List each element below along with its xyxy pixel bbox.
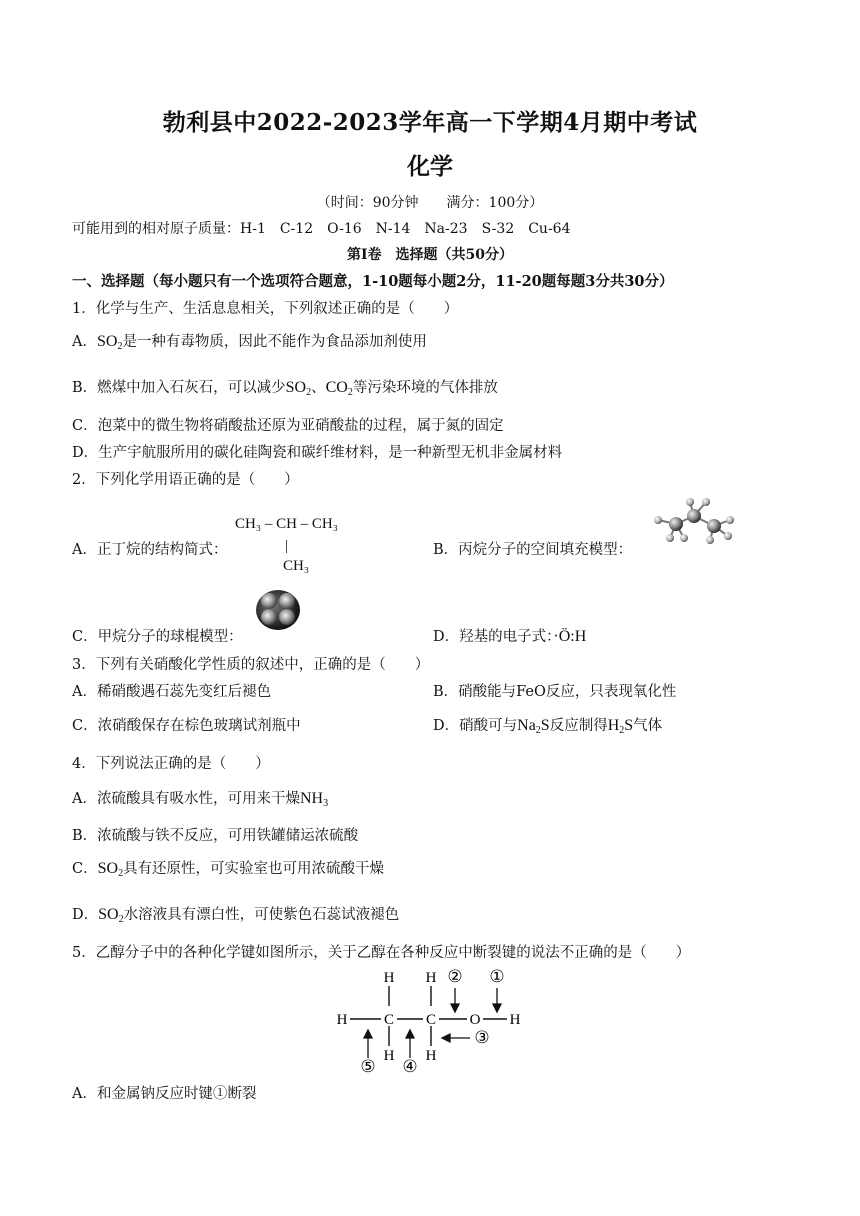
atom-h-right: H [509, 1012, 521, 1028]
atom-h-bottom1: H [383, 1048, 395, 1064]
q3-option-b: B．硝酸能与FeO反应，只表现氧化性 [433, 684, 677, 700]
atom-c2: C [425, 1012, 437, 1028]
time-info: （时间：90分钟 满分：100分） [316, 195, 544, 211]
butane-structure-top: CH₃ – CH – CH₃ [235, 516, 338, 532]
atom-c1: C [383, 1012, 395, 1028]
ethanol-bond-diagram [330, 962, 530, 1076]
atom-h-top1: H [383, 970, 395, 986]
methane-model-image [252, 588, 304, 632]
q5-option-a: A．和金属钠反应时键①断裂 [72, 1086, 257, 1102]
atom-h-bottom2: H [425, 1048, 437, 1064]
butane-structure-bar: | [285, 538, 289, 554]
q4-stem: 4．下列说法正确的是（ ） [72, 756, 270, 772]
q2-stem: 2．下列化学用语正确的是（ ） [72, 472, 299, 488]
q3-option-d: D．硝酸可与$Na_2S$反应制得$H_2S$气体 [433, 717, 663, 736]
q5-stem: 5．乙醇分子中的各种化学键如图所示，关于乙醇在各种反应中断裂键的说法不正确的是（ ） [72, 945, 691, 961]
exam-title: 勃利县中2022-2023学年高一下学期4月期中考试 [162, 109, 698, 136]
atom-h-top2: H [425, 970, 437, 986]
q2-option-a: A．正丁烷的结构简式： [72, 542, 228, 558]
q2-option-c: C．甲烷分子的球棍模型： [72, 629, 243, 645]
section-heading: 一、选择题（每小题只有一个选项符合题意，1-10题每小题2分，11-20题每题3分共30分） [72, 273, 674, 290]
q4-option-b: B．浓硫酸与铁不反应，可用铁罐储运浓硫酸 [72, 828, 359, 844]
part-heading: 第Ⅰ卷 选择题（共50分） [346, 247, 514, 263]
bond-label-3: ③ [474, 1028, 490, 1047]
q2-option-d: D．羟基的电子式：·Ö:H [433, 628, 587, 645]
q3-stem: 3．下列有关硝酸化学性质的叙述中，正确的是（ ） [72, 657, 430, 673]
q1-option-a: A．$SO_2$是一种有毒物质，因此不能作为食品添加剂使用 [72, 333, 427, 352]
bond-label-1: ① [489, 967, 505, 986]
q2-option-b: B．丙烷分子的空间填充模型： [433, 542, 633, 558]
atomic-masses: 可能用到的相对原子质量：H-1 C-12 O-16 N-14 Na-23 S-32 Cu-64 [72, 221, 571, 237]
bond-label-5: ⑤ [360, 1057, 376, 1076]
q1-stem: 1．化学与生产、生活息息相关，下列叙述正确的是（ ） [72, 301, 459, 317]
bond-label-2: ② [447, 967, 463, 986]
q4-option-a: A．浓硫酸具有吸水性，可用来干燥$NH_3$ [72, 790, 329, 809]
bond-label-4: ④ [402, 1057, 418, 1076]
q3-option-a: A．稀硝酸遇石蕊先变红后褪色 [72, 684, 271, 700]
atom-o: O [469, 1012, 481, 1028]
q1-option-b: B．燃煤中加入石灰石，可以减少$SO_2$、$CO_2$等污染环境的气体排放 [72, 379, 498, 398]
atom-h-left: H [336, 1012, 348, 1028]
hydroxyl-electron-formula: ·Ö:H [553, 628, 587, 645]
butane-structure-bottom: CH₃ [283, 558, 310, 574]
q1-option-d: D．生产宇航服所用的碳化硅陶瓷和碳纤维材料，是一种新型无机非金属材料 [72, 445, 563, 461]
subject-title: 化学 [407, 153, 453, 180]
q3-option-c: C．浓硝酸保存在棕色玻璃试剂瓶中 [72, 718, 301, 734]
q4-option-c: C．$SO_2$具有还原性，可实验室也可用浓硫酸干燥 [72, 860, 385, 879]
q1-option-c: C．泡菜中的微生物将硝酸盐还原为亚硝酸盐的过程，属于氮的固定 [72, 418, 504, 434]
propane-model-image [648, 494, 740, 550]
q4-option-d: D．$SO_2$水溶液具有漂白性，可使紫色石蕊试液褪色 [72, 906, 400, 925]
